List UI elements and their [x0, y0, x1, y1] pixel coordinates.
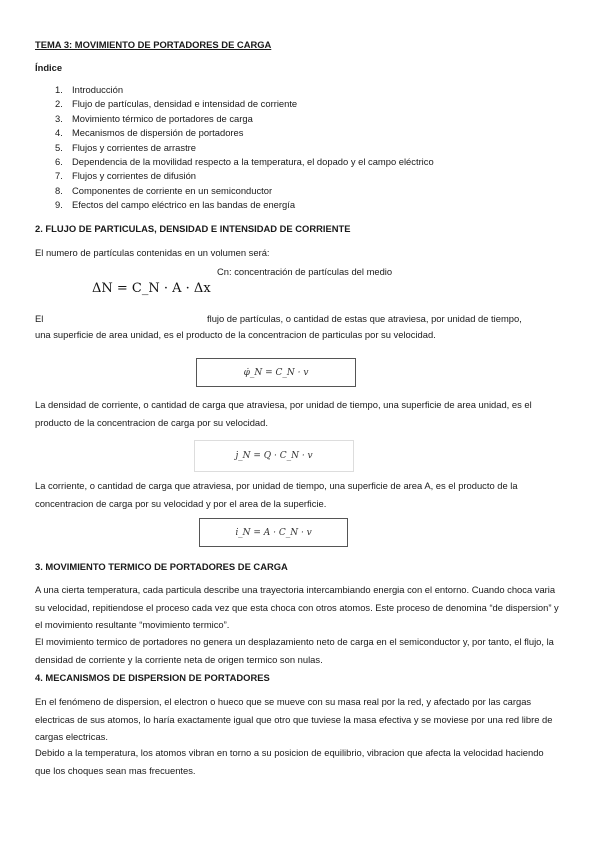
section-4-paragraph-2: Debido a la temperatura, los atomos vibran en torno a su posicion de equilibrio, vibracion que afecta la velocidad haciendo que los choques sean mas frecuentes. — [35, 747, 544, 776]
toc-item: 2. Flujo de partículas, densidad e intensidad de corriente — [55, 98, 298, 110]
toc-item: 8. Componentes de corriente en un semiconductor — [55, 184, 273, 196]
formula-box-particle-flux: φ̇_N = C_N · v — [196, 358, 356, 387]
section-2-heading: 2. FLUJO DE PARTICULAS, DENSIDAD E INTENSIDAD DE CORRIENTE — [35, 223, 351, 234]
toc-item: 5. Flujos y corrientes de arrastre — [55, 141, 197, 153]
section-2-paragraph-2-rest: flujo de partículas, o cantidad de estas que atraviesa, por unidad de tiempo, — [207, 313, 522, 324]
page-title: TEMA 3: MOVIMIENTO DE PORTADORES DE CARGA — [35, 39, 272, 50]
section-2-paragraph-1: El numero de partículas contenidas en un volumen será: — [35, 247, 270, 258]
toc-item: 6. Dependencia de la movilidad respecto a la temperatura, el dopado y el campo eléctrico — [55, 155, 434, 167]
formula-delta-n: ΔN = C_N · A · Δx — [92, 281, 211, 296]
index-heading: Índice — [35, 62, 63, 73]
formula-box-current-density: j̇_N = Q · C_N · v — [194, 440, 354, 472]
toc-item: 7. Flujos y corrientes de difusión — [55, 170, 197, 182]
section-3-heading: 3. MOVIMIENTO TERMICO DE PORTADORES DE CARGA — [35, 561, 288, 572]
section-2-paragraph-4: La corriente, o cantidad de carga que atraviesa, por unidad de tiempo, una superficie de area A, es el producto de la concentracion de carga por su velocidad y por el area de la superficie. — [35, 480, 518, 509]
table-of-contents — [55, 83, 434, 213]
toc-item: 9. Efectos del campo eléctrico en las bandas de energía — [55, 199, 296, 211]
toc-item: 4. Mecanismos de dispersión de portadores — [55, 127, 244, 139]
section-2-paragraph-2-start: El — [35, 313, 44, 324]
concentration-note: Cn: concentración de partículas del medio — [217, 266, 393, 277]
section-2-paragraph-2-line2: una superficie de area unidad, es el producto de la concentracion de particulas por su velocidad. — [35, 329, 436, 340]
formula-box-current: i̇_N = A · C_N · v — [199, 518, 348, 547]
section-4-paragraph-1: En el fenómeno de dispersion, el electron o hueco que se mueve con su masa real por la red, y afectado por las cargas electricas de sus atomos, lo haría exactamente igual que otro que tuviese la masa efectiva y se moviese por una red libre de cargas electricas. — [35, 696, 553, 742]
section-4-heading: 4. MECANISMOS DE DISPERSION DE PORTADORES — [35, 672, 270, 683]
section-3-paragraph-2: El movimiento termico de portadores no genera un desplazamiento neto de carga en el semiconductor y, por tanto, el flujo, la densidad de corriente y la corriente neta de origen termico son nulas. — [35, 636, 554, 665]
section-3-paragraph-1: A una cierta temperatura, cada particula describe una trayectoria intercambiando energia con el entorno. Cuando choca varia su velocidad, repitiendose el proceso cada vez que esta choca con otros atomos. Este proceso de denomina “de dispersion” y el movimiento resultante “movimiento termico”. — [35, 584, 559, 630]
section-2-paragraph-3: La densidad de corriente, o cantidad de carga que atraviesa, por unidad de tiempo, una superficie de area unidad, es el producto de la concentracion de carga por su velocidad. — [35, 399, 532, 428]
toc-item: 1. Introducción — [55, 84, 124, 95]
toc-item: 3. Movimiento térmico de portadores de carga — [55, 112, 253, 124]
